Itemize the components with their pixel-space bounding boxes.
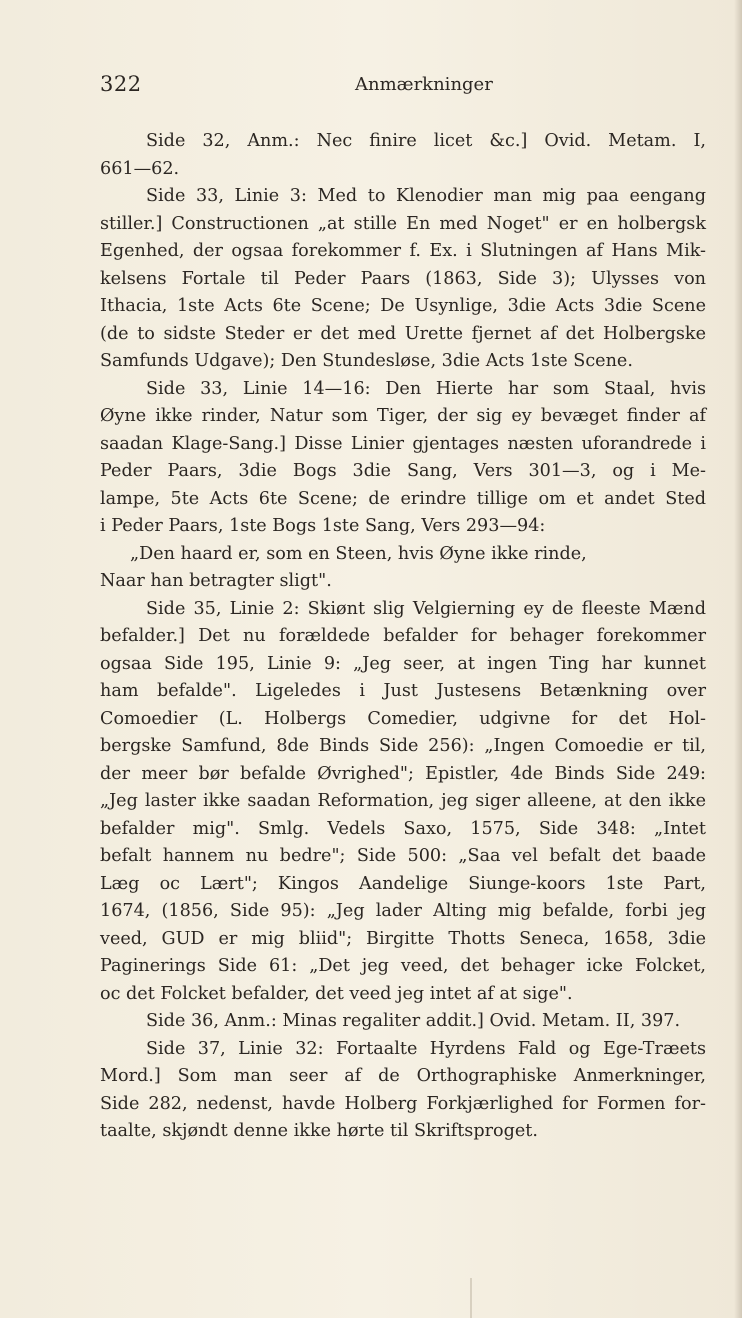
- text-line: stiller.] Constructionen „at stille En med Noget" er en holbergsk: [100, 213, 706, 234]
- text-line: taalte, skjøndt denne ikke hørte til Skriftsproget.: [100, 1121, 538, 1141]
- page-header: [100, 72, 700, 102]
- text-line: Mord.] Som man seer af de Orthographiske Anmerkninger,: [100, 1066, 706, 1086]
- text-line: 661—62.: [100, 158, 180, 179]
- text-line: saadan Klage-Sang.] Disse Linier gjentages næsten uforandrede i: [100, 433, 706, 454]
- text-line: 1674, (1856, Side 95): „Jeg lader Alting mig befalde, forbi jeg: [100, 901, 706, 921]
- page-number: 322: [100, 72, 142, 96]
- text-line: befalder mig". Smlg. Vedels Saxo, 1575, Side 348: „Intet: [100, 818, 706, 839]
- text-line: (de to sidste Steder er det med Urette fjernet af det Holbergske: [100, 323, 706, 344]
- text-line: der meer bør befalde Øvrighed"; Epistler, 4de Binds Side 249:: [100, 763, 706, 784]
- text-line: Side 33, Linie 3: Med to Klenodier man mig paa eengang: [146, 186, 706, 206]
- text-line: Peder Paars, 3die Bogs 3die Sang, Vers 301—3, og i Me-: [100, 461, 706, 481]
- verse-line: Naar han betragter sligt".: [100, 571, 332, 591]
- text-line: kelsens Fortale til Peder Paars (1863, Side 3); Ulysses von: [100, 268, 706, 289]
- text-line: Side 33, Linie 14—16: Den Hierte har som Staal, hvis: [146, 378, 706, 399]
- text-line: befalder.] Det nu forældede befalder for behager forekommer: [100, 626, 706, 646]
- text-line: Paginerings Side 61: „Det jeg veed, det behager icke Folcket,: [100, 956, 706, 976]
- text-line: Side 36, Anm.: Minas regaliter addit.] Ovid. Metam. II, 397.: [146, 1011, 681, 1031]
- text-line: i Peder Paars, 1ste Bogs 1ste Sang, Vers 293—94:: [100, 516, 546, 536]
- text-line: Egenhed, der ogsaa forekommer f. Ex. i Slutningen af Hans Mik-: [100, 241, 706, 261]
- text-line: bergske Samfund, 8de Binds Side 256): „Ingen Comoedie er til,: [100, 736, 706, 756]
- text-line: Ithacia, 1ste Acts 6te Scene; De Usynlige, 3die Acts 3die Scene: [100, 296, 706, 316]
- text-line: Side 35, Linie 2: Skiønt slig Velgierning ey de fleeste Mænd: [146, 598, 706, 619]
- text-line: oc det Folcket befalder, det veed jeg intet af at sige".: [100, 983, 573, 1004]
- text-line: Side 282, nedenst, havde Holberg Forkjærlighed for Formen for-: [100, 1093, 706, 1114]
- text-line: „Jeg laster ikke saadan Reformation, jeg siger alleene, at den ikke: [100, 791, 706, 811]
- verse-line: „Den haard er, som en Steen, hvis Øyne ikke rinde,: [130, 543, 587, 564]
- text-line: veed, GUD er mig bliid"; Birgitte Thotts Seneca, 1658, 3die: [100, 928, 706, 949]
- body-text: [100, 128, 706, 1146]
- text-line: Comoedier (L. Holbergs Comedier, udgivne for det Hol-: [100, 708, 706, 729]
- text-line: lampe, 5te Acts 6te Scene; de erindre tillige om et andet Sted: [100, 488, 706, 509]
- running-head: Anmærkninger: [355, 74, 493, 95]
- text-line: Side 37, Linie 32: Fortaalte Hyrdens Fald og Ege-Træets: [146, 1038, 706, 1059]
- text-line: ogsaa Side 195, Linie 9: „Jeg seer, at ingen Ting har kunnet: [100, 653, 706, 674]
- text-line: Øyne ikke rinder, Natur som Tiger, der sig ey bevæget finder af: [100, 406, 706, 426]
- text-line: befalt hannem nu bedre"; Side 500: „Saa vel befalt det baade: [100, 846, 706, 866]
- text-line: Læg oc Lært"; Kingos Aandelige Siunge-koors 1ste Part,: [100, 873, 706, 894]
- text-line: Samfunds Udgave); Den Stundesløse, 3die Acts 1ste Scene.: [100, 351, 633, 371]
- text-line: ham befalde". Ligeledes i Just Justesens Betænkning over: [100, 681, 706, 701]
- text-line: Side 32, Anm.: Nec finire licet &c.] Ovid. Metam. I,: [146, 131, 706, 151]
- page-edge-shadow: [734, 0, 742, 1318]
- binding-mark: [470, 1278, 472, 1318]
